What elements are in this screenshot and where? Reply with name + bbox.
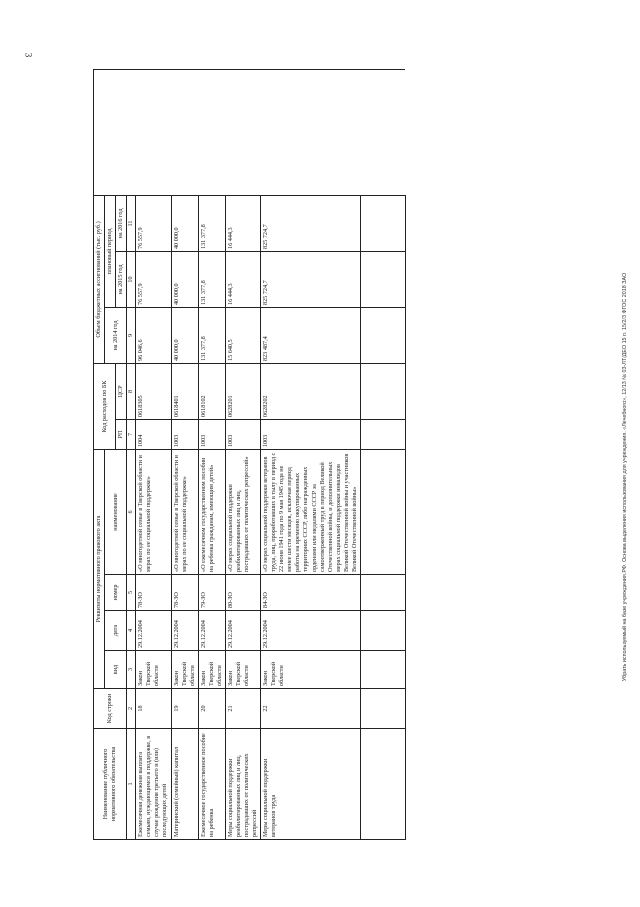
act-number: 80-ЗО [225, 575, 260, 611]
col-number: 8 [127, 364, 136, 420]
act-kind: Закон Тверской области [171, 651, 198, 689]
col-number: 3 [127, 651, 136, 689]
value-2014: 15 640,5 [225, 308, 260, 364]
value-2014: 40 000,0 [171, 308, 198, 364]
act-number: 78-ЗО [171, 575, 198, 611]
act-date: 29.12.2004 [225, 611, 260, 651]
header-bk-code: Код расходов по БК [94, 364, 116, 450]
csr-code: 0618305 [136, 364, 171, 420]
value-2015: 76 557,9 [136, 252, 171, 308]
value-2015: 40 000,0 [171, 252, 198, 308]
csr-code: 0618401 [171, 364, 198, 420]
col-number: 11 [127, 195, 136, 251]
rz-code: 1004 [136, 420, 171, 450]
value-2015: 16 444,3 [225, 252, 260, 308]
header-row-code: Код строки [94, 689, 127, 729]
rz-code: 1003 [171, 420, 198, 450]
empty-area [94, 69, 406, 195]
value-2014: 96 046,6 [136, 308, 171, 364]
row-code: 20 [198, 689, 225, 729]
csr-code: 0628201 [225, 364, 260, 420]
value-2015: 131 377,8 [198, 252, 225, 308]
row-code: 21 [225, 689, 260, 729]
csr-code: 0618102 [198, 364, 225, 420]
col-number: 5 [127, 575, 136, 611]
obligation-name: Ежемесячная денежная выплата семьям, нуждающимся в поддержке, в случае рождения третьего и (или) последующих детей [136, 729, 171, 840]
value-2016: 16 444,3 [225, 195, 260, 251]
row-code: 18 [136, 689, 171, 729]
act-date: 29.12.2004 [261, 611, 361, 651]
rz-code: 1003 [198, 420, 225, 450]
col-number: 9 [127, 308, 136, 364]
value-2016: 131 377,8 [198, 195, 225, 251]
obligation-name: Меры социальной поддержки реабилитированных лиц и лиц, пострадавших от политических репрессий [225, 729, 260, 840]
act-number: 84-ЗО [261, 575, 361, 611]
col-number: 6 [127, 450, 136, 575]
act-date: 29.12.2004 [198, 611, 225, 651]
act-title: «О мерах социальной поддержки ветеранов труда, лиц, проработавших в тылу в период с 22 июня 1941 года по 9 мая 1945 года не менее шести месяцев, исключая период работы на временно оккупированных территориях СССР, либо награжденных орденами или медалями СССР за самоотверженный труд в период Великой Отечественной войны, и дополнительных мерах социальной поддержки инвалидов Великой Отечественной войны и участников Великой Отечественной войны» [261, 450, 361, 575]
obligation-name: Меры социальной поддержки ветеранов труда [261, 729, 361, 840]
rz-code: 1003 [225, 420, 260, 450]
act-number: 78-ЗО [136, 575, 171, 611]
act-title: «О мерах социальной поддержки реабилитированных лиц и лиц, пострадавших от политических репрессий» [225, 450, 260, 575]
act-date: 29.12.2004 [171, 611, 198, 651]
obligation-name: Ежемесячное государственное пособие на ребенка [198, 729, 225, 840]
rz-code: 1003 [261, 420, 361, 450]
act-title: «О многодетной семье в Тверской области и мерах по ее социальной поддержке» [171, 450, 198, 575]
col-number: 2 [127, 689, 136, 729]
act-title: «О многодетной семье в Тверской области и мерах по ее социальной поддержке» [136, 450, 171, 575]
header-obligation: Наименование публичного нормативного обязательства [94, 729, 127, 840]
header-number: номер [105, 575, 127, 611]
act-number: 79-ЗО [198, 575, 225, 611]
value-2016: 76 557,9 [136, 195, 171, 251]
rotated-table-wrapper [93, 70, 513, 840]
header-rz: РП [116, 420, 127, 450]
col-number: 10 [127, 252, 136, 308]
header-2014: на 2014 год [105, 308, 127, 364]
act-kind: Закон Тверской области [136, 651, 171, 689]
act-kind: Закон Тверской области [261, 651, 361, 689]
header-volume: Объем бюджетных ассигнований (тыс. руб.) [94, 195, 105, 363]
header-title: наименование [105, 450, 127, 575]
header-2016: на 2016 год [116, 195, 127, 251]
header-kind: вид [105, 651, 127, 689]
header-date: дата [105, 611, 127, 651]
header-planned: плановый период [105, 195, 116, 307]
act-date: 29.12.2004 [136, 611, 171, 651]
obligation-name: Материнский (семейный) капитал [171, 729, 198, 840]
obligations-table [93, 69, 406, 840]
header-csr: ЦСР [116, 364, 127, 420]
value-2016: 40 000,0 [171, 195, 198, 251]
col-number: 4 [127, 611, 136, 651]
page-number: 3 [23, 52, 34, 58]
act-kind: Закон Тверской области [198, 651, 225, 689]
value-2014: 823 487,4 [261, 308, 361, 364]
row-code: 19 [171, 689, 198, 729]
value-2014: 131 377,8 [198, 308, 225, 364]
act-title: «О ежемесячном государственном пособии на ребенка гражданам, имеющим детей» [198, 450, 225, 575]
value-2015: 825 724,7 [261, 252, 361, 308]
act-kind: Закон Тверской области [225, 651, 260, 689]
side-note: Убрать используемый на базе учреждения.РФ. Основа выделения использования для учреждения. «Лечебного», 12/13 № 03-ЛТ/ДЕО 15 п. 15/2/3 ФГОС 2018 ЗАО [622, 272, 628, 682]
csr-code: 0628202 [261, 364, 361, 420]
col-number: 7 [127, 420, 136, 450]
row-code: 22 [261, 689, 361, 729]
value-2016: 825 724,7 [261, 195, 361, 251]
header-2015: на 2015 год [116, 252, 127, 308]
header-requisites: Реквизиты нормативного правового акта [94, 450, 105, 689]
col-number: 1 [127, 729, 136, 840]
